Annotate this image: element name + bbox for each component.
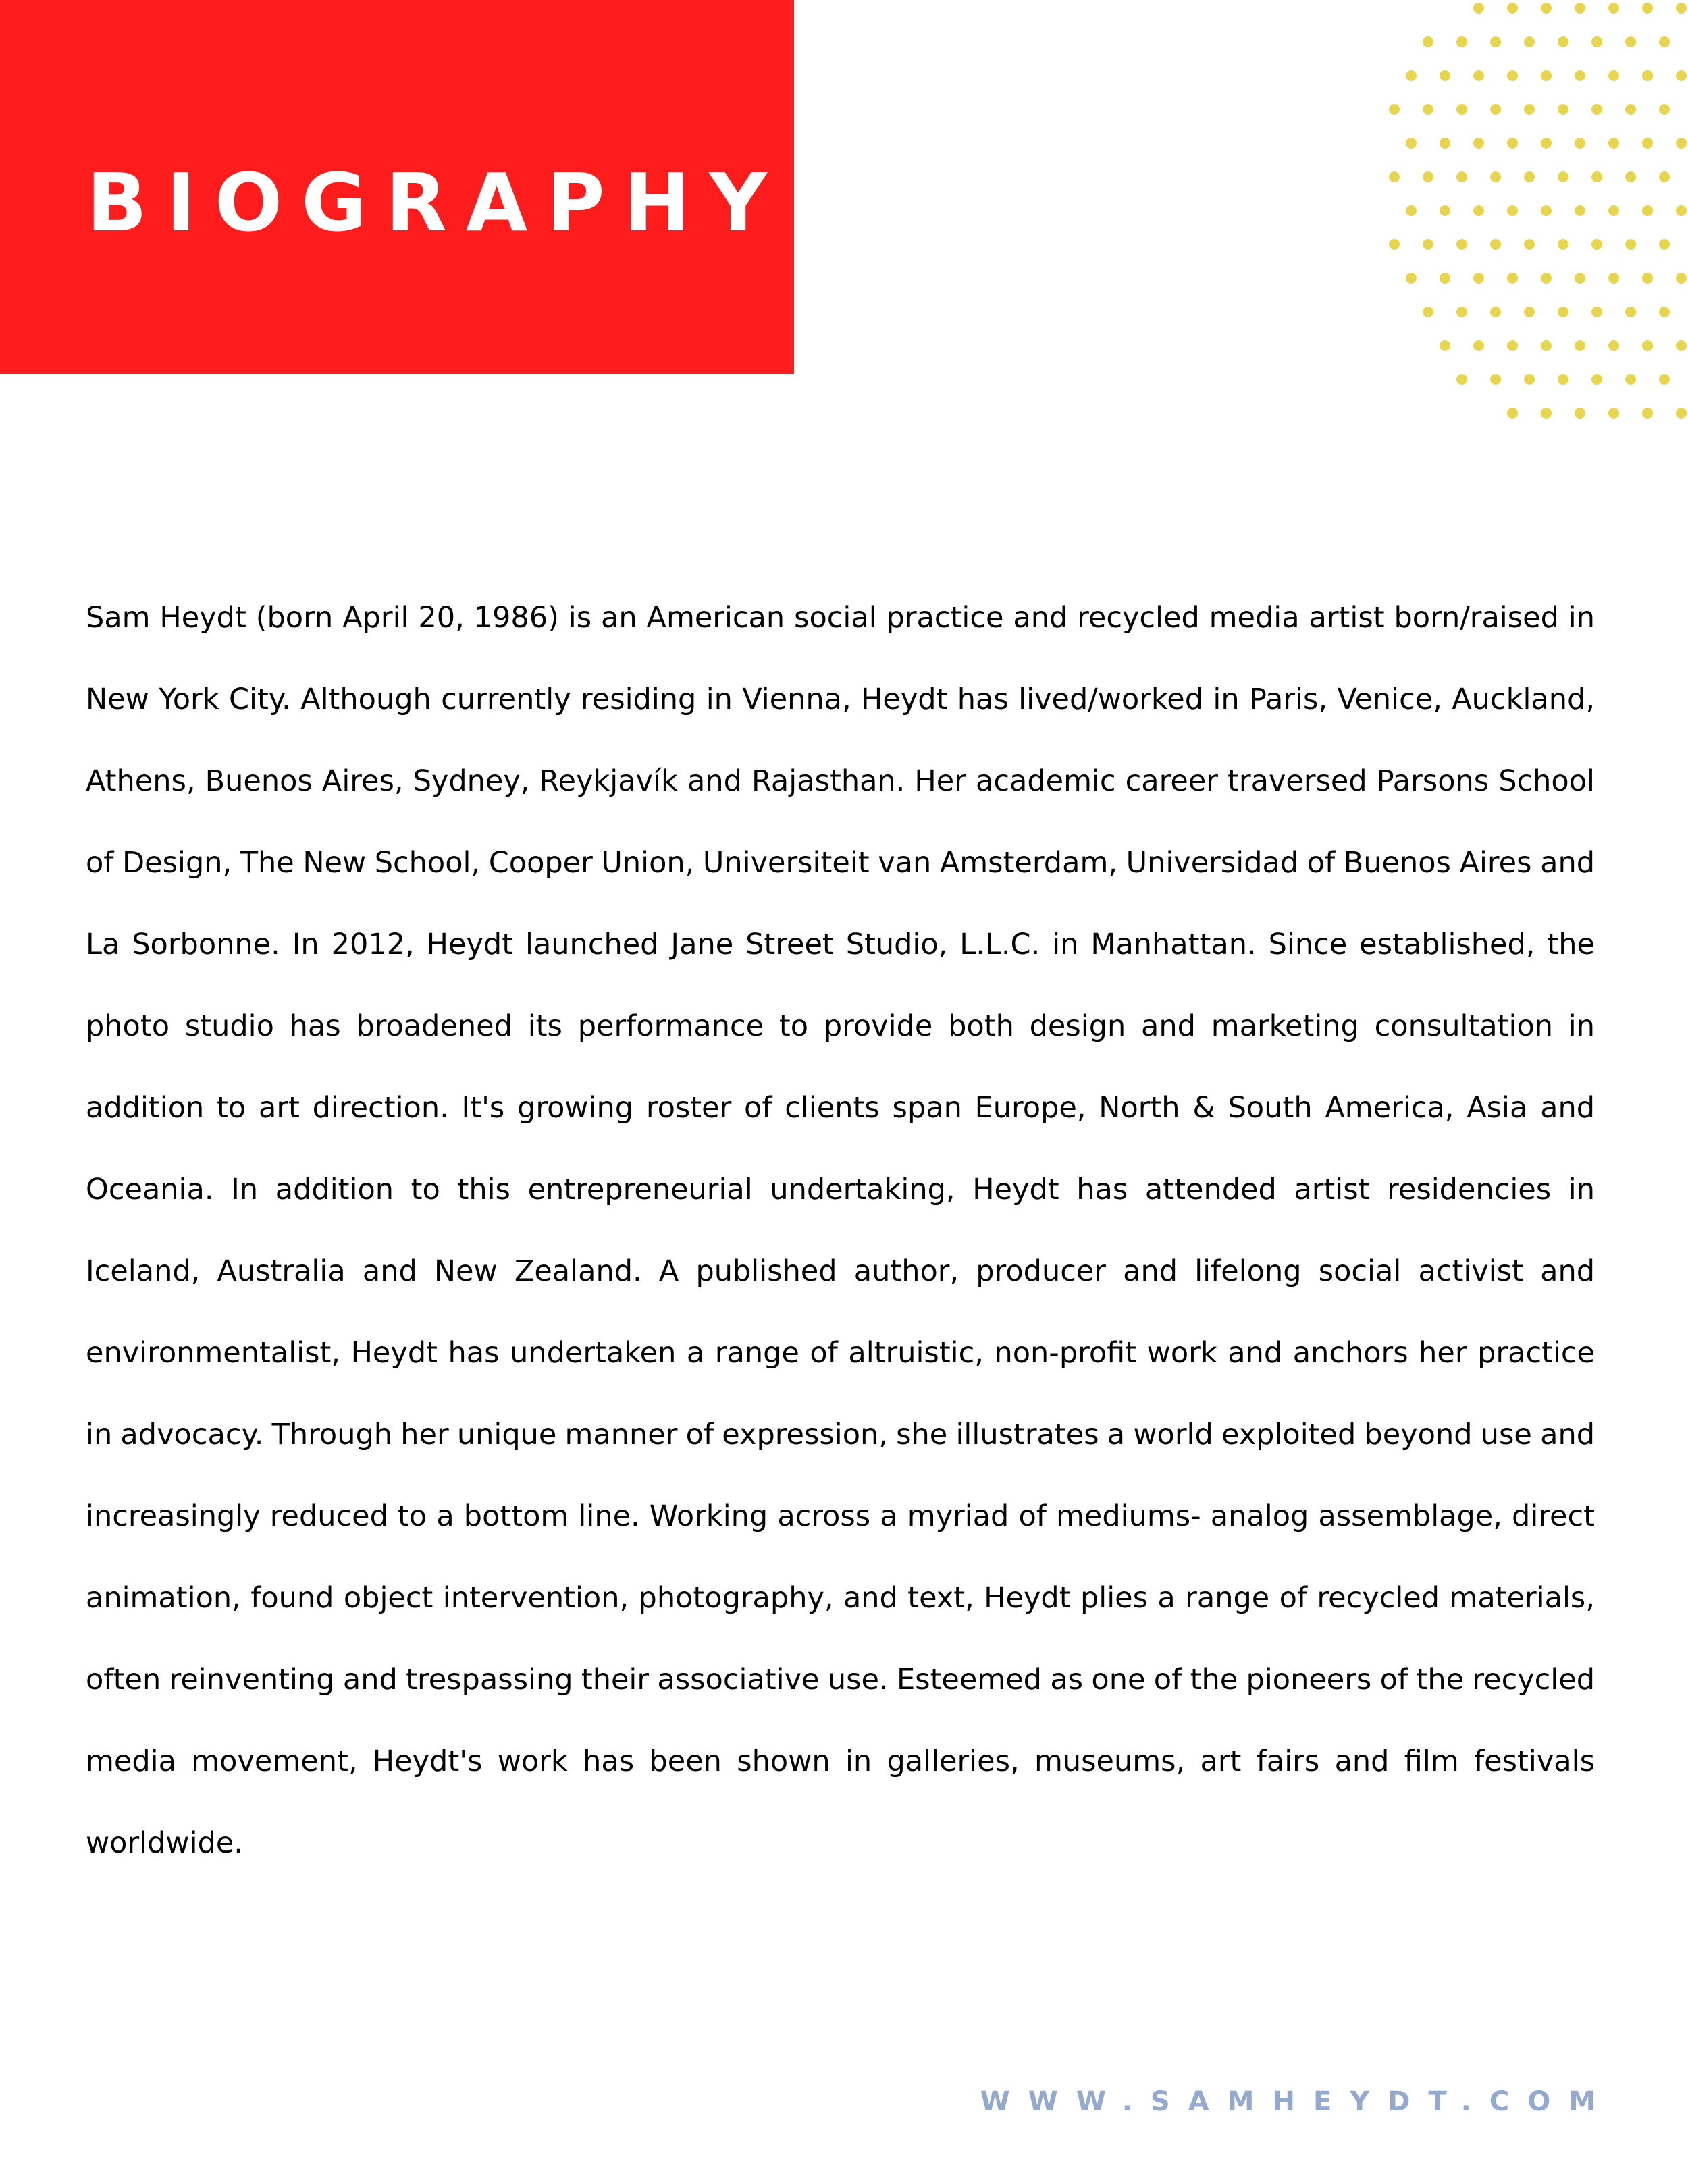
decorative-dot (1575, 205, 1585, 216)
decorative-dot (1440, 205, 1450, 216)
decorative-dot (1490, 374, 1501, 385)
decorative-dot (1625, 374, 1636, 385)
decorative-dot (1389, 239, 1400, 250)
decorative-dot (1541, 70, 1552, 81)
decorative-dot (1490, 36, 1501, 47)
decorative-dot (1541, 408, 1552, 419)
decorative-dot (1440, 70, 1450, 81)
decorative-dot (1507, 138, 1518, 149)
decorative-dot (1608, 273, 1619, 284)
decorative-dot (1389, 171, 1400, 182)
decorative-dot (1575, 273, 1585, 284)
decorative-dot (1524, 171, 1535, 182)
decorative-dot (1473, 138, 1484, 149)
decorative-dot (1423, 104, 1433, 115)
decorative-dot (1558, 239, 1568, 250)
decorative-dot (1473, 3, 1484, 14)
decorative-dot (1659, 36, 1670, 47)
decorative-dot (1423, 36, 1433, 47)
decorative-dot (1456, 307, 1467, 317)
website-url[interactable]: WWW.SAMHEYDT.COM (980, 2086, 1614, 2117)
decorative-dot (1541, 273, 1552, 284)
decorative-dot (1541, 205, 1552, 216)
decorative-dot (1406, 273, 1417, 284)
decorative-dot (1625, 36, 1636, 47)
decorative-dot (1406, 70, 1417, 81)
decorative-dot (1541, 3, 1552, 14)
decorative-dot (1558, 104, 1568, 115)
decorative-dot (1490, 104, 1501, 115)
decorative-dot (1490, 171, 1501, 182)
decorative-dot (1642, 138, 1653, 149)
decorative-dot (1676, 408, 1687, 419)
decorative-dot (1507, 408, 1518, 419)
dot-pattern-decoration (1269, 0, 1688, 432)
decorative-dot (1625, 171, 1636, 182)
decorative-dot (1541, 340, 1552, 351)
decorative-dot (1625, 307, 1636, 317)
decorative-dot (1558, 374, 1568, 385)
decorative-dot (1507, 340, 1518, 351)
decorative-dot (1541, 138, 1552, 149)
decorative-dot (1575, 70, 1585, 81)
decorative-dot (1608, 408, 1619, 419)
decorative-dot (1591, 307, 1602, 317)
decorative-dot (1473, 205, 1484, 216)
decorative-dot (1625, 239, 1636, 250)
title-banner (0, 0, 794, 374)
decorative-dot (1406, 205, 1417, 216)
decorative-dot (1558, 171, 1568, 182)
decorative-dot (1659, 239, 1670, 250)
decorative-dot (1456, 104, 1467, 115)
decorative-dot (1507, 273, 1518, 284)
decorative-dot (1490, 307, 1501, 317)
decorative-dot (1575, 340, 1585, 351)
decorative-dot (1456, 36, 1467, 47)
decorative-dot (1676, 70, 1687, 81)
decorative-dot (1575, 3, 1585, 14)
decorative-dot (1575, 138, 1585, 149)
decorative-dot (1507, 205, 1518, 216)
decorative-dot (1524, 307, 1535, 317)
page-title: BIOGRAPHY (86, 156, 786, 249)
decorative-dot (1659, 374, 1670, 385)
decorative-dot (1659, 171, 1670, 182)
decorative-dot (1490, 239, 1501, 250)
decorative-dot (1642, 3, 1653, 14)
decorative-dot (1642, 408, 1653, 419)
decorative-dot (1440, 138, 1450, 149)
decorative-dot (1608, 205, 1619, 216)
decorative-dot (1440, 273, 1450, 284)
decorative-dot (1456, 171, 1467, 182)
decorative-dot (1608, 3, 1619, 14)
decorative-dot (1591, 239, 1602, 250)
decorative-dot (1591, 36, 1602, 47)
decorative-dot (1591, 171, 1602, 182)
decorative-dot (1524, 104, 1535, 115)
decorative-dot (1389, 104, 1400, 115)
decorative-dot (1406, 138, 1417, 149)
decorative-dot (1642, 273, 1653, 284)
decorative-dot (1440, 340, 1450, 351)
decorative-dot (1676, 138, 1687, 149)
decorative-dot (1676, 273, 1687, 284)
decorative-dot (1659, 104, 1670, 115)
decorative-dot (1608, 340, 1619, 351)
decorative-dot (1642, 205, 1653, 216)
decorative-dot (1473, 273, 1484, 284)
decorative-dot (1473, 70, 1484, 81)
decorative-dot (1642, 340, 1653, 351)
decorative-dot (1591, 104, 1602, 115)
decorative-dot (1676, 205, 1687, 216)
decorative-dot (1608, 70, 1619, 81)
decorative-dot (1558, 36, 1568, 47)
decorative-dot (1558, 307, 1568, 317)
decorative-dot (1456, 374, 1467, 385)
decorative-dot (1507, 3, 1518, 14)
decorative-dot (1591, 374, 1602, 385)
decorative-dot (1676, 340, 1687, 351)
decorative-dot (1524, 239, 1535, 250)
decorative-dot (1507, 70, 1518, 81)
decorative-dot (1676, 3, 1687, 14)
decorative-dot (1423, 307, 1433, 317)
decorative-dot (1456, 239, 1467, 250)
decorative-dot (1659, 307, 1670, 317)
decorative-dot (1625, 104, 1636, 115)
biography-text: Sam Heydt (born April 20, 1986) is an American social practice and recycled media artist born/raised in New York City. Although currently residing in Vienna, Heydt has lived/worked in Paris, Venice, Auckland, Athens, Buenos Aires, Sydney, Reykjavík and Rajasthan. Her academic career traversed Parsons School of Design, The New School, Cooper Union, Universiteit van Amsterdam, Universidad of Buenos Aires and La Sorbonne. In 2012, Heydt launched Jane Street Studio, L.L.C. in Manhattan. Since established, the photo studio has broadened its performance to provide both design and marketing consultation in addition to art direction. It's growing roster of clients span Europe, North & South America, Asia and Oceania. In addition to this entrepreneurial undertaking, Heydt has attended artist residencies in Iceland, Australia and New Zealand. A published author, producer and lifelong social activist and environmentalist, Heydt has undertaken a range of altruistic, non-profit work and anchors her practice in advocacy. Through her unique manner of expression, she illustrates a world exploited beyond use and increasingly reduced to a bottom line. Working across a myriad of mediums- analog assemblage, direct animation, found object intervention, photography, and text, Heydt plies a range of recycled materials, often reinventing and trespassing their associative use. Esteemed as one of the pioneers of the recycled media movement, Heydt's work has been shown in galleries, museums, art fairs and film festivals worldwide. (86, 601, 1595, 1860)
decorative-dot (1423, 239, 1433, 250)
decorative-dot (1608, 138, 1619, 149)
decorative-dot (1575, 408, 1585, 419)
decorative-dot (1473, 340, 1484, 351)
decorative-dot (1423, 171, 1433, 182)
decorative-dot (1524, 36, 1535, 47)
decorative-dot (1642, 70, 1653, 81)
decorative-dot (1524, 374, 1535, 385)
